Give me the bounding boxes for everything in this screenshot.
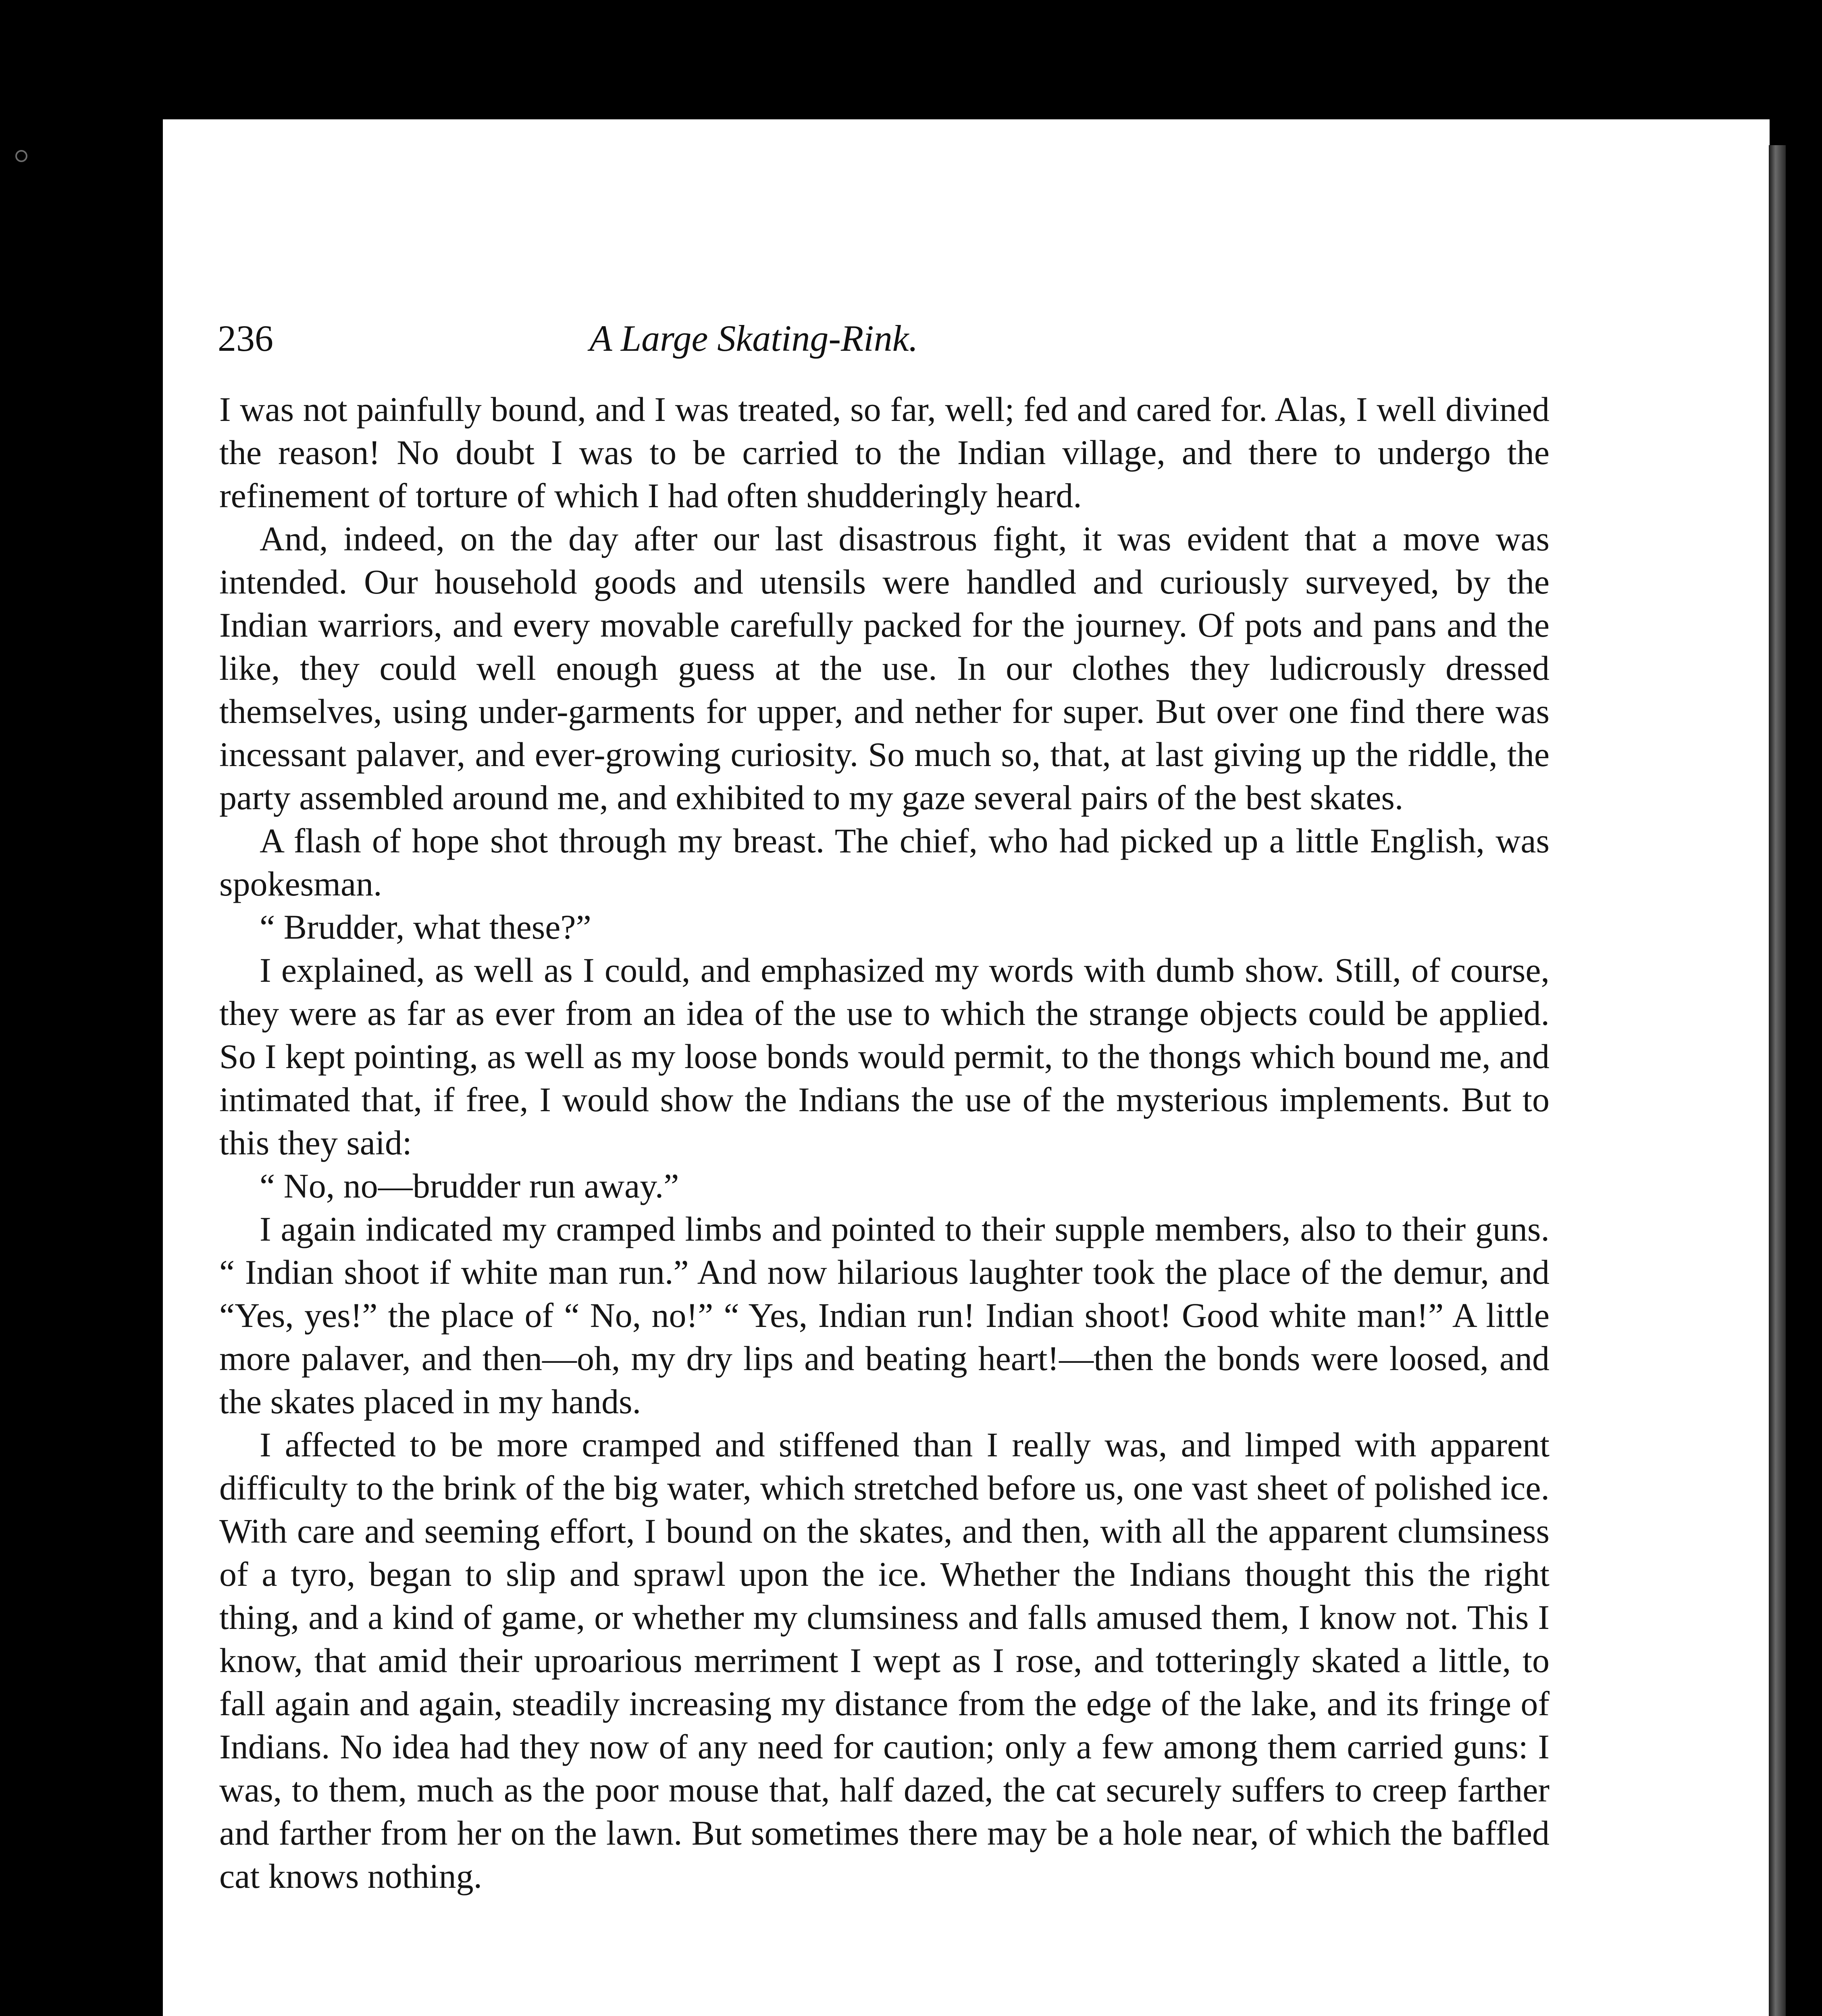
facing-page-edge bbox=[1769, 145, 1786, 2016]
body-text bbox=[219, 388, 1550, 1898]
page-header bbox=[218, 308, 1201, 369]
dialogue-line: “ No, no—brudder run away.” bbox=[260, 1166, 679, 1205]
scan-artifact-ring bbox=[15, 150, 27, 162]
paragraph: I affected to be more cramped and stiffened than I really was, and limped with apparent difficulty to the brink of the big water, which stretched before us, one vast sheet of polished ice. With care and seeming effort, I bound on the skates, and then, with all the apparent clumsiness of a tyro, began to slip and sprawl upon the ice. Whether the Indians thought this the right thing, and a kind of game, or whether my clumsiness and falls amused them, I know not. This I know, that amid their uproarious merriment I wept as I rose, and totteringly skated a little, to fall again and again, steadily increasing my distance from the edge of the lake, and its fringe of Indians. No idea had they now of any need for caution; only a few among them carried guns: I was, to them, much as the poor mouse that, half dazed, the cat securely suffers to creep farther and farther from her on the lawn. But sometimes there may be a hole near, of which the baffled cat knows nothing. bbox=[219, 1425, 1550, 1895]
dialogue-line: “ Brudder, what these?” bbox=[260, 908, 591, 946]
paragraph: And, indeed, on the day after our last disastrous fight, it was evident that a move was intended. Our household goods and utensils were handled and curiously surveyed, by the Indian warriors, and every movable carefully packed for the journey. Of pots and pans and the like, they could well enough guess at the use. In our clothes they ludicrously dressed themselves, using under-garments for upper, and nether for super. But over one find there was incessant palaver, and ever-growing curiosity. So much so, that, at last giving up the riddle, the party assembled around me, and exhibited to my gaze several pairs of the best skates. bbox=[219, 519, 1550, 817]
paragraph: I was not painfully bound, and I was treated, so far, well; fed and cared for. Alas, I well divined the reason! No doubt I was to be carried to the Indian village, and there to undergo the refinement of torture of which I had often shudderingly heard. bbox=[219, 390, 1550, 515]
running-title: A Large Skating-Rink. bbox=[589, 318, 918, 359]
paragraph: I explained, as well as I could, and emphasized my words with dumb show. Still, of course, they were as far as ever from an idea of the use to which the strange objects could be applied. So I kept pointing, as well as my loose bonds would permit, to the thongs which bound me, and intimated that, if free, I would show the Indians the use of the mysterious implements. But to this they said: bbox=[219, 951, 1550, 1162]
paragraph: A flash of hope shot through my breast. The chief, who had picked up a little English, was spokesman. bbox=[219, 821, 1550, 903]
page-number: 236 bbox=[218, 318, 273, 359]
paragraph: I again indicated my cramped limbs and pointed to their supple members, also to their guns. “ Indian shoot if white man run.” And now hilarious laughter took the place of the demur, and “Yes, yes!” the place of “ No, no!” “ Yes, Indian run! Indian shoot! Good white man!” A little more palaver, and then—oh, my dry lips and beating heart!—then the bonds were loosed, and the skates placed in my hands. bbox=[219, 1210, 1550, 1421]
